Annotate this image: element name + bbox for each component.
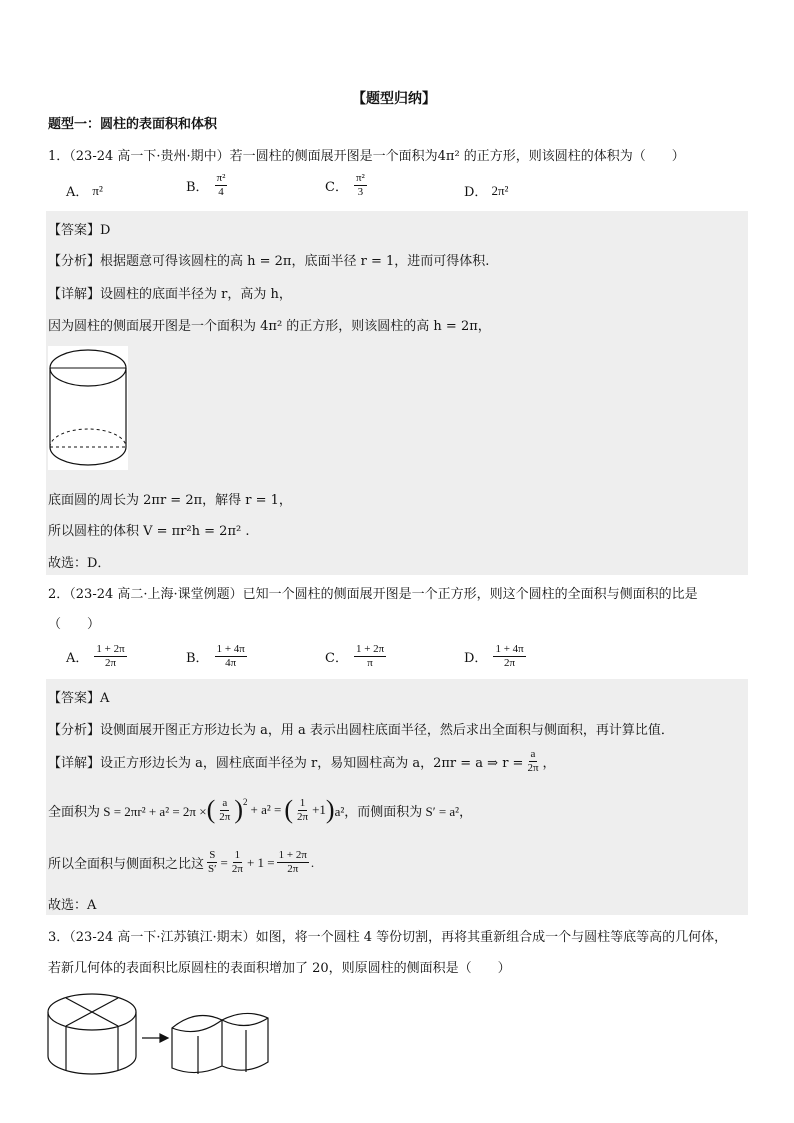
q1-option-a — [66, 181, 103, 200]
q2-option-c-denominator: π — [367, 657, 373, 669]
q2-detail1-comma: ， — [542, 756, 556, 771]
q2-detail2-frac-a-den: 2π — [219, 810, 231, 823]
q2-option-c — [325, 643, 388, 670]
q1-conclusion: 故选：D． — [48, 556, 111, 571]
q2-detail-line2 — [48, 795, 472, 825]
q2-option-a-denominator: 2π — [104, 657, 117, 669]
q1-option-c — [325, 172, 369, 199]
q2-detail3-text: 所以全面积与侧面积之比这 — [48, 856, 205, 871]
page-heading: 【题型归纳】 — [352, 91, 436, 107]
q1-option-b-label: B． — [186, 180, 209, 195]
q3-stem-line1: 3．（23-24 高一下·江苏镇江·期末）如图，将一个圆柱 4 等份切割，再将其重新组合成一个与圆柱等底等高的几何体， — [48, 930, 728, 945]
q1-option-c-denominator: 3 — [357, 186, 364, 198]
q2-detail2-plus-one: +1 — [312, 802, 326, 817]
q2-detail2-frac-one-den: 2π — [297, 810, 309, 823]
q2-option-d-fraction — [493, 643, 525, 670]
q2-detail3-frac-s-den: S′ — [208, 863, 217, 875]
q2-option-b-denominator: 4π — [225, 657, 237, 669]
q2-detail3-frac-result-den: 2π — [287, 863, 299, 875]
q1-option-a-label: A． — [66, 185, 89, 200]
q2-option-c-fraction — [354, 643, 386, 670]
recombined-solid — [172, 1013, 268, 1074]
q2-detail1-denominator: 2π — [527, 762, 539, 774]
q2-left-paren-2: ( — [284, 795, 293, 824]
q2-option-d — [464, 643, 528, 670]
q2-right-paren-2: ) — [325, 795, 335, 824]
q2-stem-line2: （ ） — [48, 617, 101, 632]
q2-detail3-period: . — [310, 854, 315, 870]
q2-detail2-mid: + a² = — [250, 802, 282, 817]
q2-option-b-label: B． — [186, 651, 209, 666]
q2-option-a-label: A． — [66, 651, 89, 666]
q1-analysis: 【分析】根据题意可得该圆柱的高 h = 2π，底面半径 r = 1，进而可得体积. — [48, 254, 490, 269]
q1-option-b-denominator: 4 — [218, 186, 224, 198]
q2-detail2-text: 全面积为 S = 2πr² + a² = 2π × — [48, 803, 207, 819]
q1-detail-line3: 底面圆的周长为 2πr = 2π，解得 r = 1， — [48, 493, 292, 508]
q2-detail2-fraction-a — [217, 797, 232, 824]
q1-option-d-label: D． — [464, 185, 488, 200]
q2-right-paren: ) — [234, 795, 243, 824]
cylinder-figure — [48, 346, 128, 470]
section-title: 题型一：圆柱的表面积和体积 — [48, 117, 218, 132]
q2-option-b-fraction — [215, 643, 247, 670]
q2-detail2-frac-a-num: a — [222, 796, 228, 809]
q1-option-b — [186, 172, 229, 199]
arrow-icon — [142, 1034, 168, 1042]
q1-option-c-numerator: π² — [355, 172, 365, 184]
q1-option-b-fraction — [215, 172, 228, 199]
q2-detail-line3 — [48, 849, 314, 876]
q2-detail-line1 — [48, 748, 556, 775]
q1-option-c-fraction — [354, 172, 367, 199]
q2-detail1-fraction — [525, 748, 540, 775]
q2-detail2-fraction-one — [295, 797, 310, 824]
q2-square-exponent: 2 — [242, 797, 248, 807]
q2-detail3-fraction-result — [277, 849, 309, 876]
q2-detail3-plus: + 1 = — [246, 854, 275, 870]
q1-option-a-value: π² — [92, 182, 103, 198]
q1-option-b-numerator: π² — [216, 172, 226, 184]
q2-detail1-numerator: a — [530, 748, 536, 760]
q1-option-d — [464, 181, 508, 200]
q2-left-paren: ( — [206, 795, 216, 824]
q1-detail-line1: 【详解】设圆柱的底面半径为 r，高为 h， — [48, 287, 292, 302]
q2-option-d-label: D． — [464, 651, 488, 666]
q2-detail3-eq: = — [220, 854, 228, 870]
q2-option-b — [186, 643, 249, 670]
q2-option-a-numerator: 1 + 2π — [96, 643, 125, 655]
q1-detail-line2: 因为圆柱的侧面展开图是一个面积为 4π² 的正方形，则该圆柱的高 h = 2π， — [48, 319, 491, 334]
q2-detail2-frac-one-num: 1 — [299, 796, 306, 809]
q2-stem-line1: 2．（23-24 高二·上海·课堂例题）已知一个圆柱的侧面展开图是一个正方形，则这个圆柱的全面积与侧面积的比是 — [48, 587, 698, 602]
q3-stem-line2: 若新几何体的表面积比原圆柱的表面积增加了 20，则原圆柱的侧面积是（ ） — [48, 961, 511, 976]
q1-answer: 【答案】D — [48, 223, 111, 238]
q2-option-d-denominator: 2π — [504, 657, 516, 669]
q2-detail3-frac-one-num: 1 — [234, 849, 241, 861]
q2-analysis: 【分析】设侧面展开图正方形边长为 a，用 a 表示出圆柱底面半径，然后求出全面积与侧面积，再计算比值． — [48, 723, 674, 738]
cut-cylinder — [48, 994, 136, 1074]
q2-detail2-post: a²，而侧面积为 S′ = a²， — [334, 803, 473, 819]
q3-figure — [46, 990, 276, 1080]
q2-option-c-label: C． — [325, 651, 348, 666]
q2-detail3-frac-result-num: 1 + 2π — [278, 849, 307, 861]
q1-option-d-value: 2π² — [491, 182, 509, 198]
q2-conclusion: 故选：A — [48, 898, 97, 913]
q2-option-a-fraction — [94, 643, 126, 670]
q1-detail-line4: 所以圆柱的体积 V = πr²h = 2π² . — [48, 524, 250, 539]
q1-option-c-label: C． — [325, 180, 348, 195]
q2-option-c-numerator: 1 + 2π — [355, 643, 385, 655]
q2-option-d-numerator: 1 + 4π — [495, 643, 524, 655]
q2-detail3-frac-s-num: S — [209, 849, 216, 861]
q2-answer: 【答案】A — [48, 691, 110, 706]
q2-option-a — [66, 643, 129, 670]
q2-detail3-fraction-one — [230, 849, 245, 876]
q1-stem: 1．（23-24 高一下·贵州·期中）若一圆柱的侧面展开图是一个面积为4π² 的正方形，则该圆柱的体积为（ ） — [48, 149, 685, 164]
q2-option-b-numerator: 1 + 4π — [216, 643, 245, 655]
q2-detail3-frac-one-den: 2π — [231, 863, 243, 875]
q2-detail3-fraction-s — [206, 849, 219, 876]
q2-detail1-text: 【详解】设正方形边长为 a，圆柱底面半径为 r，易知圆柱高为 a，2πr = a ⇒ r = — [48, 756, 524, 771]
